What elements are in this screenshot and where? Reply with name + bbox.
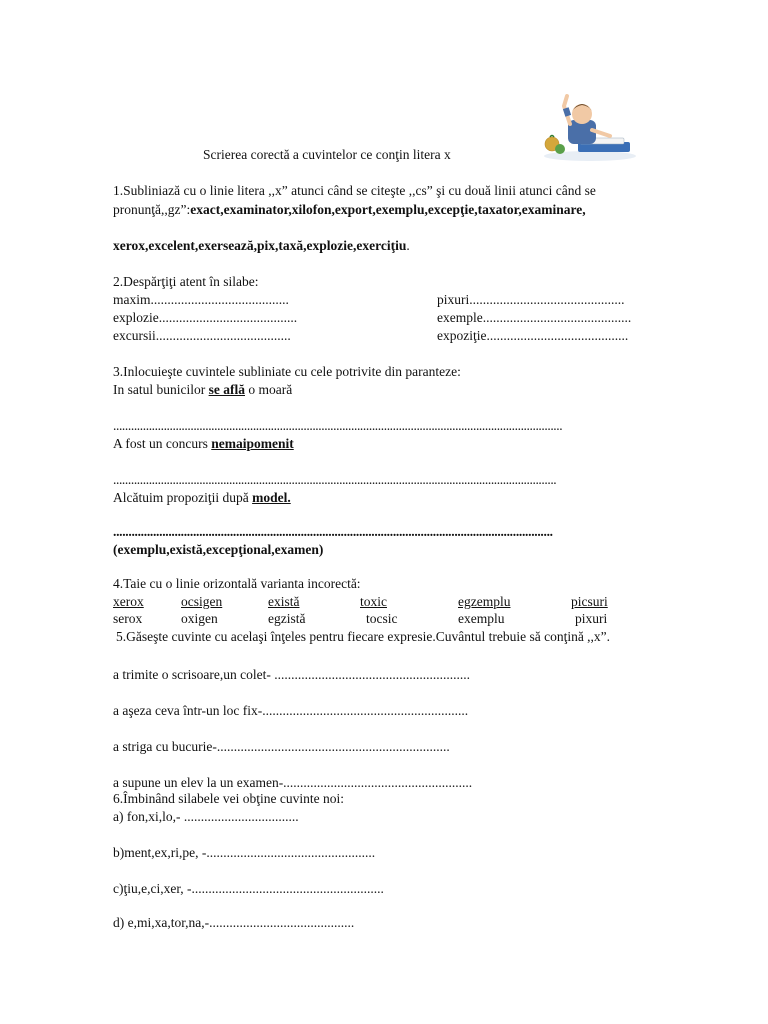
ex3-s1-suffix: o moară [244,382,293,397]
ex6-item-c[interactable]: c)ţiu,e,ci,xer, -......................................................... [113,881,384,896]
ex2-word-explozie[interactable]: explozie......................................... [113,310,298,325]
ex3-answer-line-1[interactable]: ....................................................................................................................................................... [113,418,563,433]
ex3-s1-underlined: se află [208,382,245,397]
ex4-r2-oxigen[interactable]: oxigen [181,611,218,626]
ex5-item-4[interactable]: a supune un elev la un examen-........................................................ [113,775,473,790]
ex4-r1-exista[interactable]: există [268,594,300,609]
ex1-word-list-1: exact,examinator,xilofon,export,exemplu,excepţie,taxator,examinare, [190,202,586,217]
ex3-s3-prefix: Alcătuim propoziţii după [113,490,253,505]
ex4-r2-tocsic[interactable]: tocsic [366,611,398,626]
ex3-heading: 3.Inlocuieşte cuvintele subliniate cu cele potrivite din paranteze: [113,364,461,379]
ex3-sentence-3 [113,490,291,506]
ex4-r1-picsuri[interactable]: picsuri [571,594,608,609]
ex1-word-list-2: xerox,excelent,exersează,pix,taxă,explozie,exerciţiu [113,238,407,253]
ex3-s3-underlined: model. [252,490,291,505]
ex6-heading: 6.Îmbinând silabele vei obţine cuvinte noi: [113,791,344,806]
ex1-instruction-line1: 1.Subliniază cu o linie litera ,,x” atunci când se citeşte ,,cs” şi cu două linii atunci când se [113,183,596,198]
ex6-item-b[interactable]: b)ment,ex,ri,pe, -.................................................. [113,845,376,860]
ex4-r1-xerox[interactable]: xerox [113,594,144,609]
ex1-instruction-line2 [113,202,586,218]
ex6-item-d[interactable]: d) e,mi,xa,tor,na,-........................................... [113,915,355,930]
student-raising-hand-illustration [540,94,640,162]
ex4-r2-serox[interactable]: serox [113,611,143,626]
ex3-answer-line-2[interactable]: ..................................................................................................................................................... [113,472,557,487]
ex5-item-2[interactable]: a aşeza ceva într-un loc fix-............................................................. [113,703,469,718]
ex2-word-expozitie[interactable]: expoziţie.......................................... [437,328,629,343]
ex3-s1-prefix: In satul bunicilor [113,382,209,397]
ex1-prefix: pronunţă,,gz”: [113,202,191,217]
ex2-word-excursii[interactable]: excursii........................................ [113,328,291,343]
ex3-s2-underlined: nemaipomenit [211,436,294,451]
ex4-r2-exemplu[interactable]: exemplu [458,611,505,626]
ex2-heading: 2.Despărţiţi atent în silabe: [113,274,259,289]
ex3-s2-prefix: A fost un concurs [113,436,212,451]
ex4-r2-pixuri[interactable]: pixuri [575,611,608,626]
ex2-word-maxim[interactable]: maxim......................................... [113,292,289,307]
ex6-item-a[interactable]: a) fon,xi,lo,- .................................. [113,809,299,824]
ex5-item-1[interactable]: a trimite o scrisoare,un colet- .......................................................... [113,667,470,682]
ex4-r2-egzista[interactable]: egzistă [268,611,306,626]
ex4-r1-egzemplu[interactable]: egzemplu [458,594,511,609]
ex4-heading: 4.Taie cu o linie orizontală varianta incorectă: [113,576,361,591]
ex3-answer-line-3[interactable]: ............................................................................................................................................... [113,524,553,539]
ex1-word-line [113,238,410,254]
ex2-word-pixuri[interactable]: pixuri.............................................. [437,292,625,307]
ex5-item-3[interactable]: a striga cu bucurie-..................................................................... [113,739,450,754]
ex5-heading: 5.Găseşte cuvinte cu acelaşi înţeles pentru fiecare expresie.Cuvântul trebuie să conţină ,,x”. [116,629,611,644]
ex3-options: (exemplu,există,excepţional,examen) [113,542,324,557]
ex1-end: . [406,238,410,253]
ex3-sentence-1 [113,382,292,398]
ex3-sentence-2 [113,436,294,452]
ex2-word-exemple[interactable]: exemple............................................ [437,310,632,325]
page-title: Scrierea corectă a cuvintelor ce conţin litera x [203,147,451,162]
ex4-r1-ocsigen[interactable]: ocsigen [181,594,223,609]
ex4-r1-toxic[interactable]: toxic [360,594,387,609]
